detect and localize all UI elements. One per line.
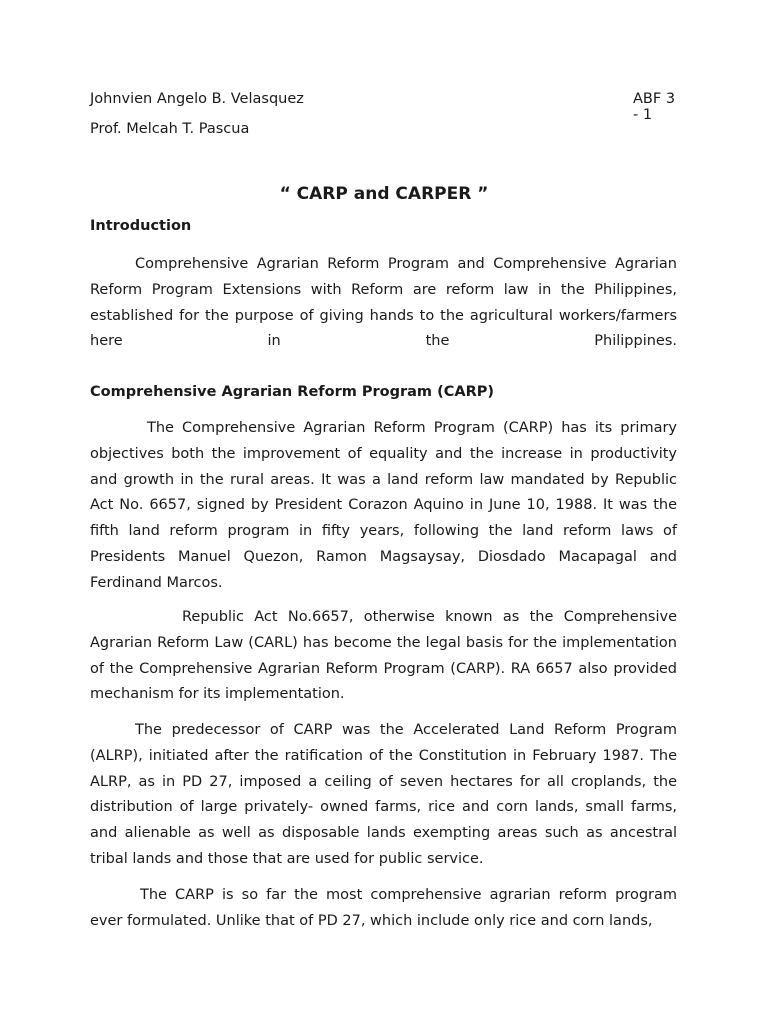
carp-paragraph-2: Republic Act No.6657, otherwise known as the Comprehensive Agrarian Reform Law (CARL) has become the legal basis for the implementation of the Comprehensive Agrarian Reform Program (CARP). RA 6657 also provided mechanism for its implementation. bbox=[90, 609, 677, 703]
header-row bbox=[90, 91, 678, 123]
carp-paragraph-4: The CARP is so far the most comprehensive agrarian reform program ever formulated. Unlike that of PD 27, which include only rice and corn lands, bbox=[90, 887, 677, 929]
carp-paragraph-3: The predecessor of CARP was the Accelerated Land Reform Program (ALRP), initiated after the ratification of the Constitution in February 1987. The ALRP, as in PD 27, imposed a ceiling of seven hectares for all croplands, the distribution of large privately- owned farms, rice and corn lands, small farms, and alienable as well as disposable lands exempting areas such as ancestral tribal lands and those that are used for public service. bbox=[90, 722, 677, 867]
introduction-paragraph: Comprehensive Agrarian Reform Program and Comprehensive Agrarian Reform Program Extensions with Reform are reform law in the Philippines, established for the purpose of giving hands to the agricultural workers/farmers here in the Philippines. bbox=[90, 256, 677, 350]
class-section: ABF 3 - 1 bbox=[633, 91, 676, 123]
author-name: Johnvien Angelo B. Velasquez bbox=[90, 91, 304, 107]
introduction-heading: Introduction bbox=[90, 218, 192, 234]
carp-paragraph-1: The Comprehensive Agrarian Reform Program (CARP) has its primary objectives both the improvement of equality and the increase in productivity and growth in the rural areas. It was a land reform law mandated by Republic Act No. 6657, signed by President Corazon Aquino in June 10, 1988. It was the fifth land reform program in fifty years, following the land reform laws of Presidents Manuel Quezon, Ramon Magsaysay, Diosdado Macapagal and Ferdinand Marcos. bbox=[90, 420, 677, 591]
carp-heading: Comprehensive Agrarian Reform Program (CARP) bbox=[90, 384, 495, 400]
professor-name: Prof. Melcah T. Pascua bbox=[90, 121, 250, 137]
document-title: “ CARP and CARPER ” bbox=[279, 184, 489, 204]
